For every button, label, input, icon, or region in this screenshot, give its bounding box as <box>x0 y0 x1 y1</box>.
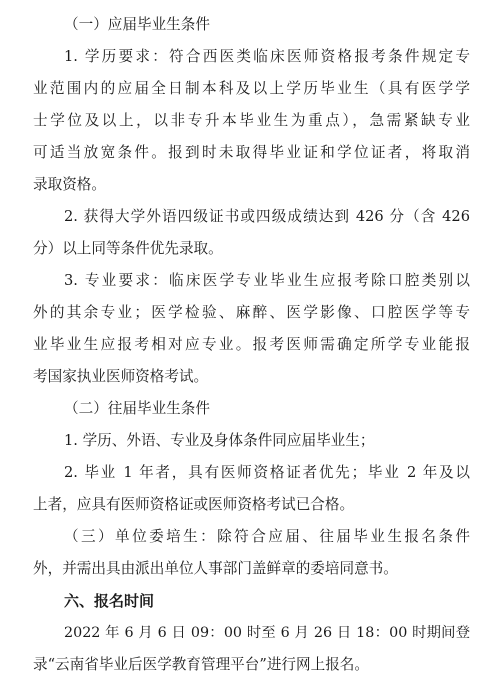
paragraph-line: 业范围内的应届全日制本科及以上学历毕业生（具有医学学 <box>33 80 470 97</box>
paragraph-line: 2. 获得大学外语四级证书或四级成绩达到 426 分（含 426 <box>64 208 470 225</box>
paragraph-line: 外，并需出具由派出单位人事部门盖鲜章的委培同意书。 <box>33 560 398 577</box>
paragraph-line: 录“云南省毕业后医学教育管理平台”进行网上报名。 <box>33 656 369 673</box>
paragraph-line: 1. 学历要求：符合西医类临床医师资格报考条件规定专 <box>64 48 470 65</box>
paragraph-line: 业毕业生应报考相对应专业。报考医师需确定所学专业能报 <box>33 336 470 353</box>
paragraph-line: 可适当放宽条件。报到时未取得毕业证和学位证者，将取消 <box>33 144 470 161</box>
section-heading-registration-time: 六、报名时间 <box>64 592 155 610</box>
paragraph-line: （三）单位委培生：除符合应届、往届毕业生报名条件 <box>64 528 470 545</box>
paragraph-line: 1. 学历、外语、专业及身体条件同应届毕业生； <box>64 432 375 449</box>
paragraph-line: 3. 专业要求：临床医学专业毕业生应报考除口腔类别以 <box>64 272 470 289</box>
section-heading-previous-graduates: （二）往届毕业生条件 <box>64 400 210 417</box>
paragraph-line: 2. 毕业 1 年者，具有医师资格证者优先；毕业 2 年及以 <box>64 464 470 481</box>
paragraph-line: 外的其余专业；医学检验、麻醉、医学影像、口腔医学等专 <box>33 304 470 321</box>
paragraph-line: 考国家执业医师资格考试。 <box>33 368 209 385</box>
paragraph-line: 士学位及以上，以非专升本毕业生为重点），急需紧缺专业 <box>33 112 470 129</box>
paragraph-line: 录取资格。 <box>33 176 106 193</box>
paragraph-line: 2022 年 6 月 6 日 09：00 时至 6 月 26 日 18：00 时期间登 <box>64 625 470 641</box>
section-heading-current-graduates: （一）应届毕业生条件 <box>64 16 210 33</box>
paragraph-line: 分）以上同等条件优先录取。 <box>33 240 223 257</box>
paragraph-line: 上者，应具有医师资格证或医师资格考试已合格。 <box>33 496 355 513</box>
